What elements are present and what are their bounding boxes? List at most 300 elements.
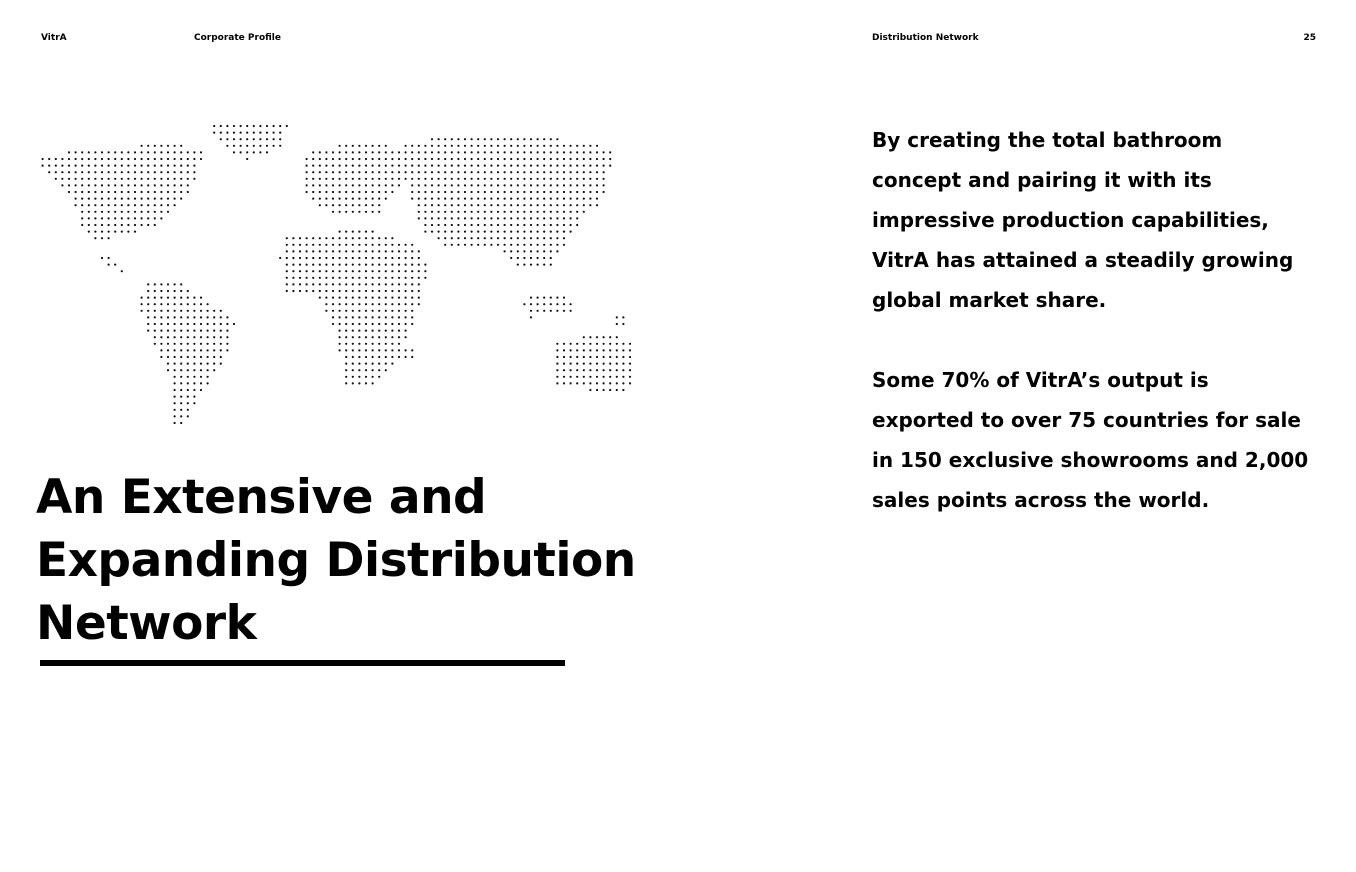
map-dot <box>187 191 189 193</box>
map-dot <box>517 264 519 266</box>
map-dot <box>167 171 169 173</box>
map-dot <box>160 356 162 358</box>
map-dot <box>424 211 426 213</box>
map-dot <box>94 165 96 167</box>
map-dot <box>556 191 558 193</box>
map-dot <box>510 178 512 180</box>
map-dot <box>391 283 393 285</box>
map-dot <box>464 165 466 167</box>
map-dot <box>477 217 479 219</box>
map-dot <box>325 165 327 167</box>
map-dot <box>75 178 77 180</box>
map-dot <box>200 297 202 299</box>
map-dot <box>444 204 446 206</box>
map-dot <box>576 158 578 160</box>
map-dot <box>576 382 578 384</box>
map-dot <box>193 382 195 384</box>
map-dot <box>490 171 492 173</box>
map-dot <box>583 336 585 338</box>
map-dot <box>576 211 578 213</box>
map-dot <box>233 151 235 153</box>
map-dot <box>517 171 519 173</box>
map-dot <box>556 171 558 173</box>
map-dot <box>550 178 552 180</box>
map-dot <box>193 369 195 371</box>
map-dot <box>471 217 473 219</box>
map-dot <box>325 297 327 299</box>
map-dot <box>589 349 591 351</box>
map-dot <box>603 336 605 338</box>
map-dot <box>517 138 519 140</box>
map-dot <box>398 336 400 338</box>
map-dot <box>352 250 354 252</box>
map-dot <box>312 198 314 200</box>
map-dot <box>345 191 347 193</box>
map-dot <box>365 323 367 325</box>
map-dot <box>497 145 499 147</box>
map-dot <box>556 198 558 200</box>
map-dot <box>438 191 440 193</box>
map-dot <box>319 184 321 186</box>
map-dot <box>517 231 519 233</box>
map-dot <box>570 217 572 219</box>
map-dot <box>464 178 466 180</box>
map-dot <box>477 231 479 233</box>
map-dot <box>332 257 334 259</box>
map-dot <box>570 363 572 365</box>
map-dot <box>530 297 532 299</box>
map-dot <box>556 178 558 180</box>
map-dot <box>438 138 440 140</box>
map-dot <box>517 178 519 180</box>
map-dot <box>141 310 143 312</box>
map-dot <box>523 171 525 173</box>
map-dot <box>372 158 374 160</box>
map-dot <box>523 158 525 160</box>
map-dot <box>530 138 532 140</box>
map-dot <box>372 257 374 259</box>
map-dot <box>240 138 242 140</box>
map-dot <box>550 224 552 226</box>
map-dot <box>358 250 360 252</box>
map-dot <box>517 204 519 206</box>
map-dot <box>385 363 387 365</box>
map-dot <box>563 231 565 233</box>
map-dot <box>405 264 407 266</box>
map-dot <box>141 303 143 305</box>
map-dot <box>372 336 374 338</box>
map-dot <box>292 244 294 246</box>
map-dot <box>246 138 248 140</box>
map-dot <box>550 138 552 140</box>
map-dot <box>306 184 308 186</box>
map-dot <box>431 191 433 193</box>
map-dot <box>332 310 334 312</box>
map-dot <box>405 297 407 299</box>
map-dot <box>464 171 466 173</box>
map-dot <box>365 343 367 345</box>
map-dot <box>101 158 103 160</box>
map-dot <box>438 151 440 153</box>
map-dot <box>629 343 631 345</box>
map-dot <box>114 264 116 266</box>
map-dot <box>134 165 136 167</box>
map-dot <box>576 165 578 167</box>
map-dot <box>121 204 123 206</box>
map-dot <box>345 231 347 233</box>
map-dot <box>497 244 499 246</box>
paragraph-2-line: Some 70% of VitrA’s output is <box>872 368 1209 392</box>
map-dot <box>286 277 288 279</box>
map-dot <box>523 204 525 206</box>
map-dot <box>325 171 327 173</box>
map-dot <box>187 356 189 358</box>
map-dot <box>332 323 334 325</box>
map-dot <box>365 336 367 338</box>
map-dot <box>160 323 162 325</box>
map-dot <box>167 184 169 186</box>
map-dot <box>444 184 446 186</box>
map-dot <box>603 363 605 365</box>
map-dot <box>378 171 380 173</box>
map-dot <box>405 336 407 338</box>
map-dot <box>537 237 539 239</box>
map-dot <box>398 349 400 351</box>
map-dot <box>358 204 360 206</box>
map-dot <box>622 343 624 345</box>
map-dot <box>576 343 578 345</box>
map-dot <box>418 257 420 259</box>
map-dot <box>180 396 182 398</box>
map-dot <box>378 343 380 345</box>
map-dot <box>220 356 222 358</box>
map-dot <box>385 330 387 332</box>
map-dot <box>325 277 327 279</box>
map-dot <box>563 198 565 200</box>
map-dot <box>444 244 446 246</box>
map-dot <box>563 184 565 186</box>
map-dot <box>180 336 182 338</box>
map-dot <box>418 250 420 252</box>
map-dot <box>372 323 374 325</box>
map-dot <box>226 343 228 345</box>
map-dot <box>504 184 506 186</box>
map-dot <box>431 178 433 180</box>
map-dot <box>365 382 367 384</box>
map-dot <box>530 250 532 252</box>
map-dot <box>266 138 268 140</box>
map-dot <box>154 330 156 332</box>
map-dot <box>398 270 400 272</box>
map-dot <box>160 310 162 312</box>
map-dot <box>589 178 591 180</box>
map-dot <box>167 343 169 345</box>
map-dot <box>319 270 321 272</box>
map-dot <box>372 303 374 305</box>
map-dot <box>570 178 572 180</box>
map-dot <box>365 250 367 252</box>
map-dot <box>325 244 327 246</box>
map-dot <box>372 310 374 312</box>
map-dot <box>286 237 288 239</box>
map-dot <box>134 231 136 233</box>
map-dot <box>418 178 420 180</box>
map-dot <box>510 138 512 140</box>
map-dot <box>81 204 83 206</box>
map-dot <box>187 343 189 345</box>
map-dot <box>68 184 70 186</box>
map-dot <box>160 158 162 160</box>
map-dot <box>537 171 539 173</box>
map-dot <box>147 191 149 193</box>
map-dot <box>193 310 195 312</box>
map-dot <box>141 297 143 299</box>
map-dot <box>431 138 433 140</box>
map-dot <box>213 125 215 127</box>
map-dot <box>180 151 182 153</box>
map-dot <box>563 356 565 358</box>
map-dot <box>273 145 275 147</box>
map-dot <box>398 297 400 299</box>
map-dot <box>477 145 479 147</box>
map-dot <box>589 382 591 384</box>
map-dot <box>174 165 176 167</box>
map-dot <box>174 382 176 384</box>
map-dot <box>187 158 189 160</box>
map-dot <box>424 224 426 226</box>
map-dot <box>352 277 354 279</box>
map-dot <box>451 231 453 233</box>
map-dot <box>147 303 149 305</box>
map-dot <box>550 165 552 167</box>
map-dot <box>431 217 433 219</box>
map-dot <box>154 211 156 213</box>
map-dot <box>517 165 519 167</box>
map-dot <box>504 217 506 219</box>
map-dot <box>622 356 624 358</box>
map-dot <box>556 376 558 378</box>
map-dot <box>589 336 591 338</box>
map-dot <box>438 217 440 219</box>
map-dot <box>365 211 367 213</box>
map-dot <box>457 145 459 147</box>
map-dot <box>108 217 110 219</box>
map-dot <box>543 151 545 153</box>
map-dot <box>358 323 360 325</box>
map-dot <box>523 303 525 305</box>
map-dot <box>94 211 96 213</box>
map-dot <box>345 316 347 318</box>
map-dot <box>167 290 169 292</box>
map-dot <box>154 310 156 312</box>
map-dot <box>530 191 532 193</box>
map-dot <box>174 178 176 180</box>
map-dot <box>405 277 407 279</box>
map-dot <box>292 250 294 252</box>
map-dot <box>378 369 380 371</box>
map-dot <box>174 356 176 358</box>
map-dot <box>556 217 558 219</box>
map-dot <box>583 191 585 193</box>
map-dot <box>174 145 176 147</box>
map-dot <box>431 198 433 200</box>
map-dot <box>537 257 539 259</box>
map-dot <box>200 158 202 160</box>
map-dot <box>484 244 486 246</box>
map-dot <box>596 158 598 160</box>
map-dot <box>365 330 367 332</box>
map-dot <box>563 369 565 371</box>
map-dot <box>418 184 420 186</box>
map-dot <box>510 250 512 252</box>
map-dot <box>504 198 506 200</box>
map-dot <box>220 310 222 312</box>
map-dot <box>583 178 585 180</box>
map-dot <box>174 396 176 398</box>
map-dot <box>339 316 341 318</box>
map-dot <box>563 244 565 246</box>
map-dot <box>233 145 235 147</box>
map-dot <box>306 158 308 160</box>
map-dot <box>233 125 235 127</box>
map-dot <box>279 145 281 147</box>
map-dot <box>497 204 499 206</box>
map-dot <box>174 158 176 160</box>
map-dot <box>372 363 374 365</box>
map-dot <box>550 264 552 266</box>
map-dot <box>180 363 182 365</box>
map-dot <box>609 363 611 365</box>
map-dot <box>292 290 294 292</box>
map-dot <box>147 297 149 299</box>
map-dot <box>556 244 558 246</box>
map-dot <box>75 171 77 173</box>
map-dot <box>365 349 367 351</box>
map-dot <box>81 211 83 213</box>
map-dot <box>530 204 532 206</box>
map-dot <box>213 323 215 325</box>
map-dot <box>523 257 525 259</box>
map-dot <box>286 270 288 272</box>
map-dot <box>240 132 242 134</box>
map-dot <box>504 244 506 246</box>
map-dot <box>187 369 189 371</box>
map-dot <box>543 250 545 252</box>
map-dot <box>332 198 334 200</box>
map-dot <box>424 204 426 206</box>
map-dot <box>372 343 374 345</box>
map-dot <box>556 310 558 312</box>
map-dot <box>510 231 512 233</box>
map-dot <box>603 165 605 167</box>
map-dot <box>629 356 631 358</box>
map-dot <box>550 297 552 299</box>
map-dot <box>75 191 77 193</box>
map-dot <box>451 204 453 206</box>
map-dot <box>477 211 479 213</box>
headline-underline <box>40 660 565 666</box>
map-dot <box>154 145 156 147</box>
map-dot <box>193 349 195 351</box>
map-dot <box>75 158 77 160</box>
map-dot <box>240 125 242 127</box>
map-dot <box>200 369 202 371</box>
map-dot <box>378 191 380 193</box>
map-dot <box>233 323 235 325</box>
map-dot <box>339 270 341 272</box>
map-dot <box>358 264 360 266</box>
map-dot <box>589 356 591 358</box>
map-dot <box>378 264 380 266</box>
map-dot <box>497 138 499 140</box>
map-dot <box>352 178 354 180</box>
map-dot <box>418 191 420 193</box>
map-dot <box>55 158 57 160</box>
map-dot <box>451 145 453 147</box>
map-dot <box>372 382 374 384</box>
map-dot <box>424 270 426 272</box>
map-dot <box>358 231 360 233</box>
map-dot <box>147 330 149 332</box>
map-dot <box>358 277 360 279</box>
map-dot <box>279 257 281 259</box>
map-dot <box>391 171 393 173</box>
map-dot <box>167 165 169 167</box>
map-dot <box>88 151 90 153</box>
map-dot <box>61 184 63 186</box>
map-dot <box>583 158 585 160</box>
map-dot <box>490 191 492 193</box>
paragraph-2-line: in 150 exclusive showrooms and 2,000 <box>872 448 1309 472</box>
map-dot <box>187 165 189 167</box>
map-dot <box>629 376 631 378</box>
map-dot <box>603 184 605 186</box>
map-dot <box>576 171 578 173</box>
map-dot <box>411 257 413 259</box>
map-dot <box>576 151 578 153</box>
map-dot <box>180 171 182 173</box>
map-dot <box>391 363 393 365</box>
map-dot <box>187 151 189 153</box>
map-dot <box>319 264 321 266</box>
map-dot <box>325 151 327 153</box>
map-dot <box>167 283 169 285</box>
map-dot <box>444 198 446 200</box>
map-dot <box>378 290 380 292</box>
map-dot <box>563 217 565 219</box>
map-dot <box>583 382 585 384</box>
map-dot <box>510 198 512 200</box>
map-dot <box>286 257 288 259</box>
map-dot <box>306 257 308 259</box>
map-dot <box>424 171 426 173</box>
map-dot <box>312 237 314 239</box>
map-dot <box>325 310 327 312</box>
map-dot <box>457 191 459 193</box>
map-dot <box>372 297 374 299</box>
map-dot <box>101 231 103 233</box>
map-dot <box>444 178 446 180</box>
map-dot <box>266 125 268 127</box>
map-dot <box>94 237 96 239</box>
map-dot <box>160 198 162 200</box>
map-dot <box>200 356 202 358</box>
map-dot <box>180 402 182 404</box>
map-dot <box>365 198 367 200</box>
map-dot <box>385 184 387 186</box>
map-dot <box>378 310 380 312</box>
map-dot <box>160 151 162 153</box>
